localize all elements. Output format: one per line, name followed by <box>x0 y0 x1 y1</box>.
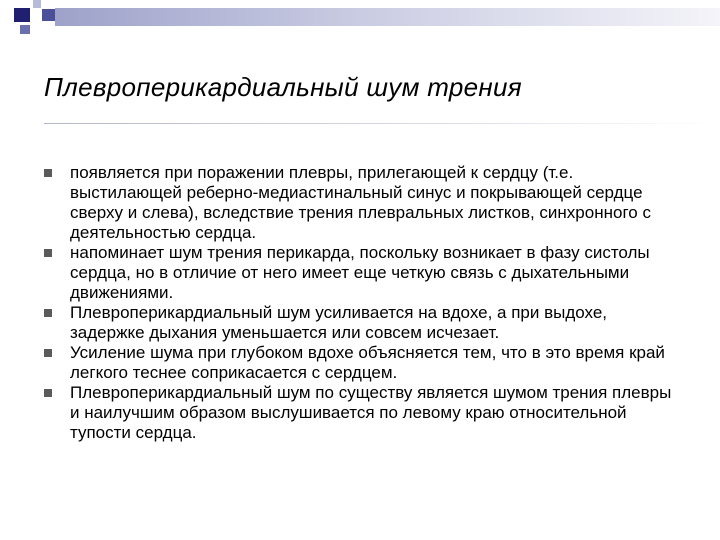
bullet-item <box>44 343 684 383</box>
top-gradient-bar <box>55 8 720 26</box>
square-bullet-icon <box>44 303 70 323</box>
bullet-item <box>44 243 684 303</box>
square-bullet-icon <box>44 343 70 363</box>
slide-title: Плевроперикардиальный шум трения <box>44 72 522 102</box>
square-bullet-icon <box>44 383 70 403</box>
bullet-item <box>44 383 684 443</box>
corner-square-medium <box>20 25 30 34</box>
square-bullet-icon <box>44 243 70 263</box>
corner-square-dark <box>14 8 30 22</box>
bullet-item <box>44 163 684 243</box>
bullet-text: Плевроперикардиальный шум усиливается на вдохе, а при выдохе, задержке дыхания уменьшается или совсем исчезает. <box>70 303 608 342</box>
bullet-list <box>44 163 684 443</box>
title-divider <box>44 123 720 124</box>
corner-square-light <box>33 0 41 8</box>
bullet-text: напоминает шум трения перикарда, поскольку возникает в фазу систолы сердца, но в отличие от него имеет еще четкую связь с дыхательными движениями. <box>70 243 650 302</box>
bullet-text: Усиление шума при глубоком вдохе объясняется тем, что в это время край легкого теснее соприкасается с сердцем. <box>70 343 665 382</box>
corner-square-blue <box>42 9 55 21</box>
square-bullet-icon <box>44 163 70 183</box>
bullet-item <box>44 303 684 343</box>
bullet-text: появляется при поражении плевры, прилегающей к сердцу (т.е. выстилающей реберно-медиастинальный синус и покрывающей сердце сверху и слева), вследствие трения плевральных листков, синхронного с деятельностью сердца. <box>70 163 651 242</box>
bullet-text: Плевроперикардиальный шум по существу является шумом трения плевры и наилучшим образом выслушивается по левому краю относительной тупости сердца. <box>70 383 672 442</box>
